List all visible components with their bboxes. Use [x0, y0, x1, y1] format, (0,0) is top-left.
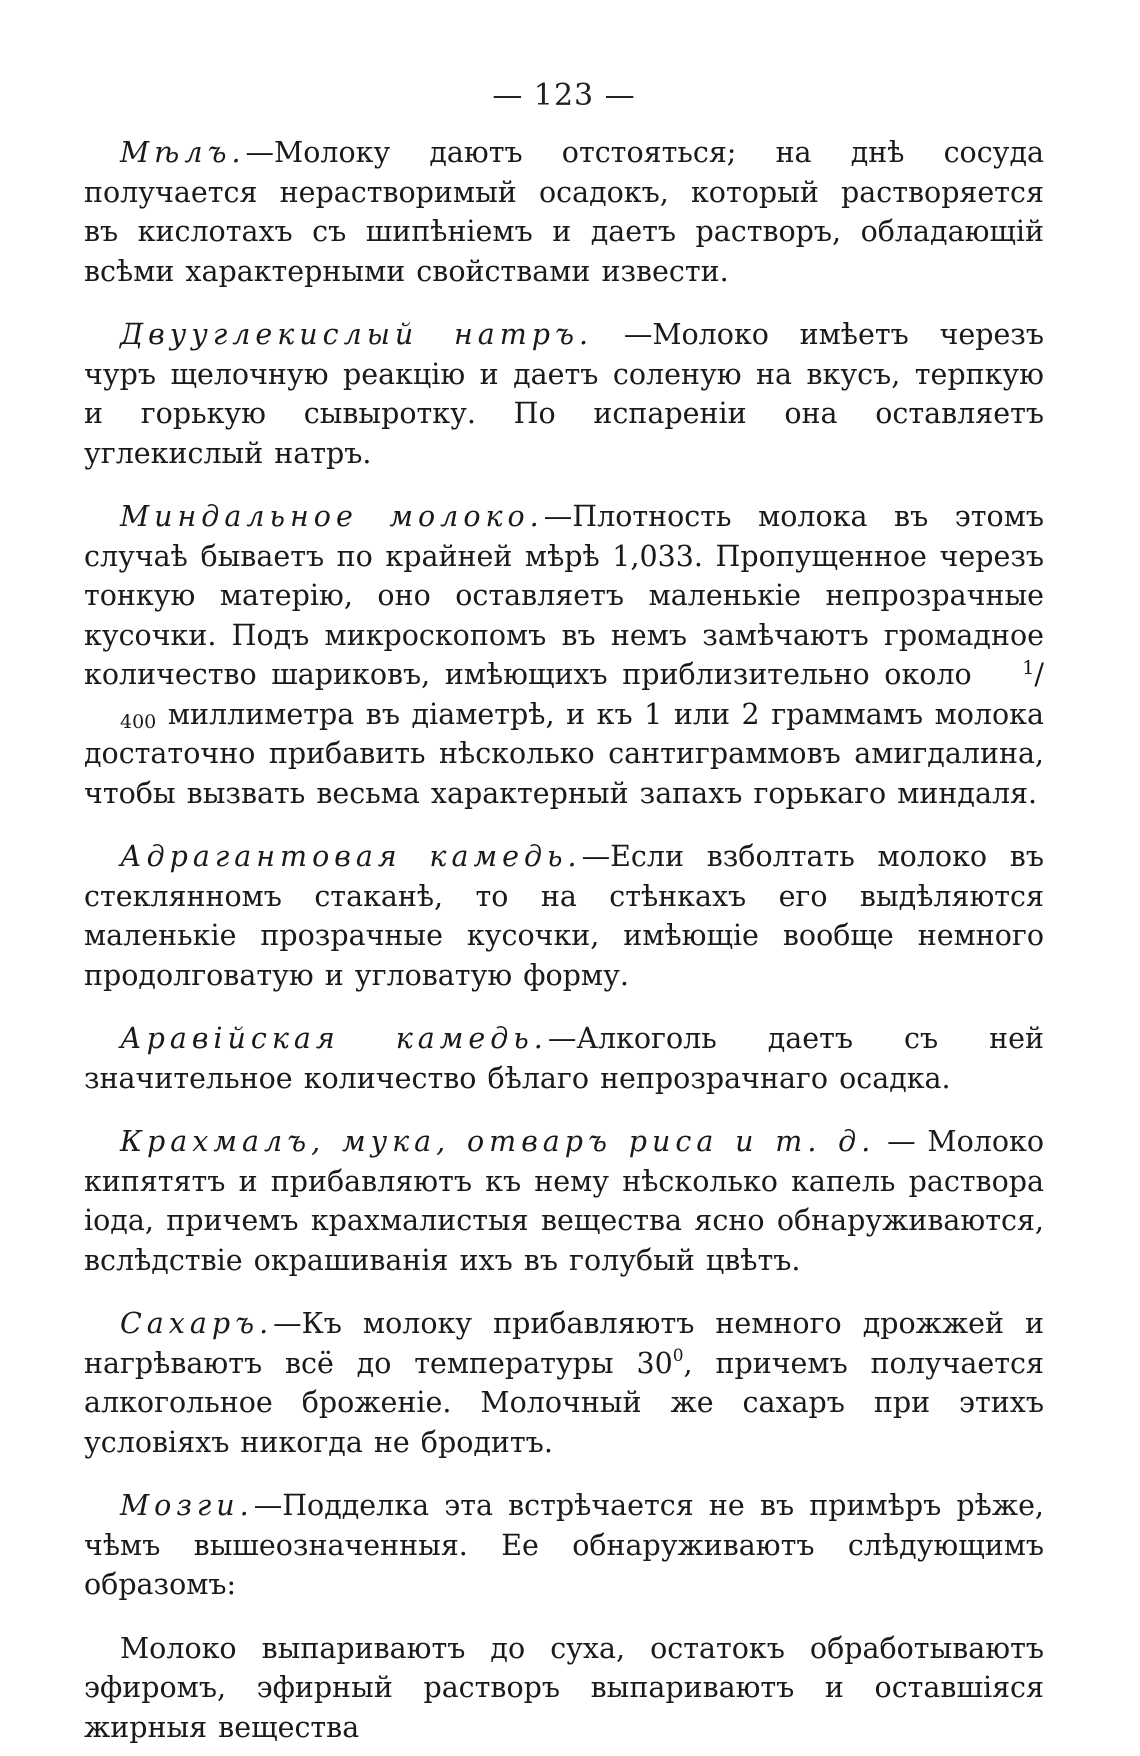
fraction-denominator: 400 [120, 711, 157, 734]
paragraph-text: —Плотность молока въ этомъ случаѣ бываетъ по крайней мѣрѣ 1,033. Пропущенное черезъ тонкую матерію, оно оставляетъ маленькіе непрозрачные кусочки. Подъ микроскопомъ въ немъ замѣчаютъ громадное количество шариковъ, имѣющихъ приблизительно около [84, 500, 1044, 691]
paragraph-tragacanth [84, 837, 1044, 995]
fraction-numerator: 1 [1022, 656, 1035, 679]
paragraph-chalk [84, 133, 1044, 291]
paragraph-brains [84, 1486, 1044, 1605]
paragraph-procedure [84, 1629, 1044, 1748]
term-bicarbonate: Двууглекислый натръ. [120, 318, 594, 351]
paragraph-sugar [84, 1304, 1044, 1462]
paragraph-text: миллиметра въ діаметрѣ, и къ 1 или 2 граммамъ молока достаточно прибавить нѣсколько сантиграммовъ амигдалина, чтобы вызвать весьма характерный запахъ горькаго миндаля. [84, 697, 1044, 810]
paragraph-text: —Подделка эта встрѣчается не въ примѣръ рѣже, чѣмъ вышеозначенныя. Ее обнаруживаютъ слѣдующимъ образомъ: [84, 1489, 1044, 1601]
paragraph-bicarbonate [84, 315, 1044, 473]
term-starch: Крахмалъ, мука, отваръ риса и т. д. [120, 1125, 876, 1158]
term-chalk: Мѣлъ. [120, 136, 246, 169]
term-brains: Мозги. [120, 1489, 254, 1522]
term-almond-milk: Миндальное молоко. [120, 500, 544, 533]
degree-superscript: 0 [672, 1345, 684, 1366]
paragraph-starch [84, 1122, 1044, 1280]
paragraph-almond-milk: Миндальное молоко.—Плотность молока въ этомъ случаѣ бываетъ по крайней мѣрѣ 1,033. Пропущенное черезъ тонкую матерію, оно оставляетъ маленькіе непрозрачные кусочки. Подъ микроскопомъ въ немъ замѣчаютъ громадное количество шариковъ, имѣющихъ приблизительно около 1/400 миллиметра въ діаметрѣ, и къ 1 или 2 граммамъ молока достаточно прибавить нѣсколько сантиграммовъ амигдалина, чтобы вызвать весьма характерный запахъ горькаго миндаля. [84, 500, 1044, 810]
page-number: — 123 — [492, 78, 636, 113]
paragraph-text: —Если взболтать молоко въ стеклянномъ стаканѣ, то на стѣнкахъ его выдѣляются маленькіе прозрачные кусочки, имѣющіе вообще немного продолговатую и угловатую форму. [84, 840, 1044, 992]
paragraph-text: —Къ молоку прибавляютъ немного дрожжей и нагрѣваютъ всё до температуры 30 [84, 1307, 1044, 1380]
term-sugar: Сахаръ. [120, 1307, 274, 1340]
term-tragacanth: Адрагантовая камедь. [120, 840, 582, 873]
paragraph-text: —Молоку даютъ отстояться; на днѣ сосуда получается нерастворимый осадокъ, который растворяется въ кислотахъ съ шипѣніемъ и даетъ растворъ, обладающій всѣми характерными свойствами извести. [84, 136, 1044, 288]
term-gum-arabic: Аравійская камедь. [120, 1022, 548, 1055]
paragraph-gum-arabic [84, 1019, 1044, 1098]
paragraph-text: —Молоко имѣетъ черезъ чуръ щелочную реакцію и даетъ соленую на вкусъ, терпкую и горькую сывыротку. По испареніи она оставляетъ углекислый натръ. [84, 318, 1044, 470]
paragraph-text: Молоко выпариваютъ до суха, остатокъ обработываютъ эфиромъ, эфирный растворъ выпариваютъ и оставшіяся жирныя вещества [84, 1631, 1044, 1744]
paragraph-text: , причемъ получается алкогольное броженіе. Молочный же сахаръ при этихъ условіяхъ никогда не бродитъ. [84, 1346, 1044, 1459]
paragraph-text: —Алкоголь даетъ съ ней значительное количество бѣлаго непрозрачнаго осадка. [84, 1022, 1044, 1095]
book-page [84, 78, 1044, 1747]
paragraph-text: — Молоко кипятятъ и прибавляютъ къ нему нѣсколько капель раствора іода, причемъ крахмалистыя вещества ясно обнаруживаются, вслѣдствіе окрашиванія ихъ въ голубый цвѣтъ. [84, 1125, 1044, 1277]
